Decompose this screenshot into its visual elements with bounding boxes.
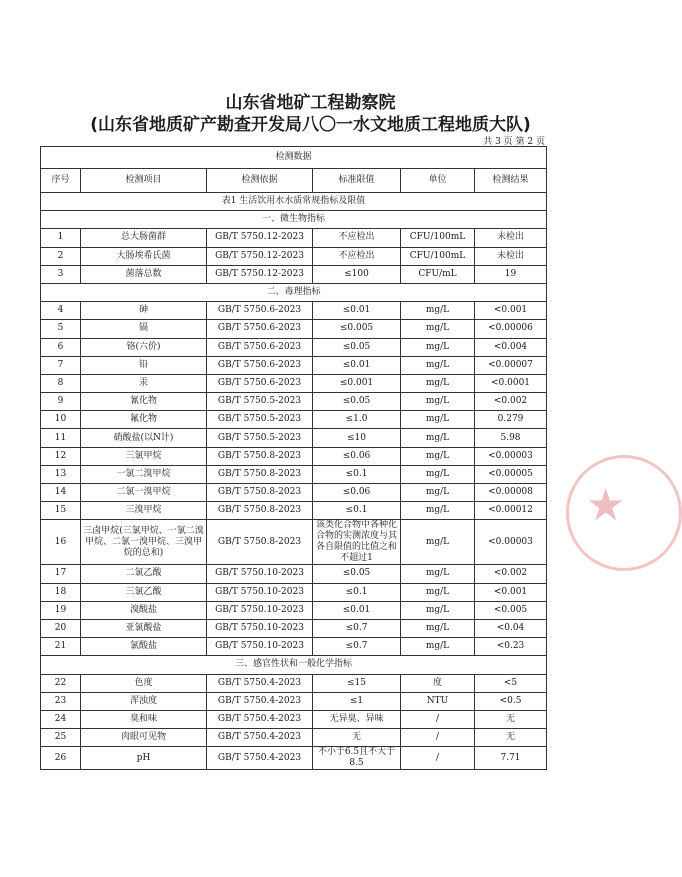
test-result: <0.00006	[475, 320, 547, 338]
table-row	[41, 429, 547, 447]
standard-limit: ≤0.05	[313, 565, 401, 583]
table-row	[41, 619, 547, 637]
section-header	[41, 211, 547, 229]
test-result: <0.00003	[475, 520, 547, 565]
test-result: <0.004	[475, 338, 547, 356]
row-number: 21	[41, 638, 81, 656]
unit: mg/L	[401, 393, 475, 411]
test-method: GB/T 5750.4-2023	[207, 674, 313, 692]
standard-limit: ≤15	[313, 674, 401, 692]
row-number: 2	[41, 247, 81, 265]
test-item: 三卤甲烷(三氯甲烷、一氯二溴甲烷、二氯一溴甲烷、三溴甲烷的总和)	[81, 520, 207, 565]
test-item: 亚氯酸盐	[81, 619, 207, 637]
test-method: GB/T 5750.5-2023	[207, 393, 313, 411]
standard-limit: ≤0.05	[313, 393, 401, 411]
standard-limit: ≤0.01	[313, 601, 401, 619]
table-title: 表1 生活饮用水水质常规指标及限值	[41, 193, 547, 211]
table-row	[41, 338, 547, 356]
test-result: 19	[475, 265, 547, 283]
table-row	[41, 356, 547, 374]
test-method: GB/T 5750.6-2023	[207, 374, 313, 392]
row-number: 24	[41, 710, 81, 728]
test-item: 铬(六价)	[81, 338, 207, 356]
table-row	[41, 502, 547, 520]
unit: mg/L	[401, 320, 475, 338]
test-method: GB/T 5750.4-2023	[207, 729, 313, 747]
standard-limit: ≤1.0	[313, 411, 401, 429]
section-title: 三、感官性状和一般化学指标	[41, 656, 547, 674]
column-header: 检测项目	[81, 169, 207, 193]
test-result: <0.5	[475, 692, 547, 710]
test-result: 未检出	[475, 229, 547, 247]
row-number: 13	[41, 465, 81, 483]
test-method: GB/T 5750.8-2023	[207, 484, 313, 502]
test-method: GB/T 5750.8-2023	[207, 465, 313, 483]
table-caption: 检测数据	[41, 147, 547, 169]
table-row	[41, 601, 547, 619]
unit: mg/L	[401, 565, 475, 583]
test-result: <0.005	[475, 601, 547, 619]
unit: NTU	[401, 692, 475, 710]
standard-limit: ≤0.06	[313, 484, 401, 502]
test-item: 二氯乙酸	[81, 565, 207, 583]
unit: mg/L	[401, 601, 475, 619]
unit: /	[401, 729, 475, 747]
table-row	[41, 374, 547, 392]
standard-limit: ≤10	[313, 429, 401, 447]
row-number: 26	[41, 747, 81, 770]
test-item: 菌落总数	[81, 265, 207, 283]
unit: CFU/100mL	[401, 229, 475, 247]
column-header: 单位	[401, 169, 475, 193]
unit: mg/L	[401, 484, 475, 502]
table-row	[41, 583, 547, 601]
row-number: 1	[41, 229, 81, 247]
unit: CFU/mL	[401, 265, 475, 283]
section-title: 二、毒理指标	[41, 283, 547, 301]
test-result: <0.00012	[475, 502, 547, 520]
test-method: GB/T 5750.4-2023	[207, 747, 313, 770]
test-method: GB/T 5750.8-2023	[207, 502, 313, 520]
standard-limit: 不小于6.5且不大于8.5	[313, 747, 401, 770]
row-number: 6	[41, 338, 81, 356]
table-row	[41, 520, 547, 565]
unit: CFU/100mL	[401, 247, 475, 265]
test-method: GB/T 5750.10-2023	[207, 565, 313, 583]
test-result: 无	[475, 729, 547, 747]
unit: mg/L	[401, 465, 475, 483]
table-row	[41, 747, 547, 770]
row-number: 12	[41, 447, 81, 465]
test-item: 三氯甲烷	[81, 447, 207, 465]
test-result: 7.71	[475, 747, 547, 770]
row-number: 7	[41, 356, 81, 374]
test-item: 镉	[81, 320, 207, 338]
test-method: GB/T 5750.10-2023	[207, 583, 313, 601]
test-result: 0.279	[475, 411, 547, 429]
test-result: <0.0001	[475, 374, 547, 392]
standard-limit: 不应检出	[313, 229, 401, 247]
row-number: 19	[41, 601, 81, 619]
test-method: GB/T 5750.5-2023	[207, 429, 313, 447]
test-method: GB/T 5750.6-2023	[207, 338, 313, 356]
test-method: GB/T 5750.10-2023	[207, 601, 313, 619]
test-method: GB/T 5750.6-2023	[207, 320, 313, 338]
test-result: <0.001	[475, 302, 547, 320]
test-item: pH	[81, 747, 207, 770]
row-number: 4	[41, 302, 81, 320]
test-item: 总大肠菌群	[81, 229, 207, 247]
unit: mg/L	[401, 429, 475, 447]
section-header	[41, 283, 547, 301]
table-row	[41, 465, 547, 483]
standard-limit: ≤0.7	[313, 619, 401, 637]
standard-limit: ≤100	[313, 265, 401, 283]
test-result: <0.00005	[475, 465, 547, 483]
row-number: 17	[41, 565, 81, 583]
test-result: <0.002	[475, 393, 547, 411]
table-row	[41, 247, 547, 265]
unit: mg/L	[401, 638, 475, 656]
institute-subtitle: (山东省地质矿产勘查开发局八〇一水文地质工程地质大队)	[90, 115, 531, 135]
test-method: GB/T 5750.12-2023	[207, 229, 313, 247]
test-item: 色度	[81, 674, 207, 692]
row-number: 23	[41, 692, 81, 710]
standard-limit: 该类化合物中各种化合物的实测浓度与其各自限值的比值之和不超过1	[313, 520, 401, 565]
row-number: 25	[41, 729, 81, 747]
table-row	[41, 565, 547, 583]
column-header: 标准限值	[313, 169, 401, 193]
table-row	[41, 265, 547, 283]
column-header: 序号	[41, 169, 81, 193]
row-number: 16	[41, 520, 81, 565]
column-header: 检测依据	[207, 169, 313, 193]
row-number: 3	[41, 265, 81, 283]
test-item: 三溴甲烷	[81, 502, 207, 520]
test-item: 肉眼可见物	[81, 729, 207, 747]
page-info: 共 3 页 第 2 页	[483, 137, 545, 147]
test-item: 氰化物	[81, 393, 207, 411]
standard-limit: ≤0.01	[313, 302, 401, 320]
standard-limit: ≤0.7	[313, 638, 401, 656]
column-header: 检测结果	[475, 169, 547, 193]
row-number: 11	[41, 429, 81, 447]
table-row	[41, 674, 547, 692]
table-row	[41, 692, 547, 710]
test-item: 氟化物	[81, 411, 207, 429]
standard-limit: ≤0.1	[313, 502, 401, 520]
row-number: 22	[41, 674, 81, 692]
table-row	[41, 393, 547, 411]
standard-limit: ≤0.1	[313, 583, 401, 601]
unit: 度	[401, 674, 475, 692]
test-result: <0.002	[475, 565, 547, 583]
test-method: GB/T 5750.12-2023	[207, 265, 313, 283]
institute-title: 山东省地矿工程勘察院	[225, 93, 396, 113]
unit: /	[401, 747, 475, 770]
row-number: 8	[41, 374, 81, 392]
standard-limit: ≤0.005	[313, 320, 401, 338]
test-item: 砷	[81, 302, 207, 320]
table-row	[41, 411, 547, 429]
test-result: <0.04	[475, 619, 547, 637]
test-method: GB/T 5750.5-2023	[207, 411, 313, 429]
row-number: 18	[41, 583, 81, 601]
table-row	[41, 729, 547, 747]
unit: mg/L	[401, 502, 475, 520]
row-number: 10	[41, 411, 81, 429]
test-result: 未检出	[475, 247, 547, 265]
standard-limit: 不应检出	[313, 247, 401, 265]
test-item: 一氯二溴甲烷	[81, 465, 207, 483]
unit: mg/L	[401, 520, 475, 565]
table-row	[41, 229, 547, 247]
unit: mg/L	[401, 338, 475, 356]
row-number: 14	[41, 484, 81, 502]
test-item: 浑浊度	[81, 692, 207, 710]
test-method: GB/T 5750.12-2023	[207, 247, 313, 265]
test-method: GB/T 5750.8-2023	[207, 447, 313, 465]
test-item: 三氯乙酸	[81, 583, 207, 601]
test-item: 汞	[81, 374, 207, 392]
table-row	[41, 710, 547, 728]
standard-limit: ≤0.1	[313, 465, 401, 483]
test-item: 二氯一溴甲烷	[81, 484, 207, 502]
table-row	[41, 320, 547, 338]
test-data-table	[40, 146, 547, 770]
standard-limit: ≤0.01	[313, 356, 401, 374]
test-result: <0.00003	[475, 447, 547, 465]
standard-limit: ≤0.05	[313, 338, 401, 356]
test-item: 铅	[81, 356, 207, 374]
row-number: 5	[41, 320, 81, 338]
unit: /	[401, 710, 475, 728]
test-result: 无	[475, 710, 547, 728]
standard-limit: 无异臭、异味	[313, 710, 401, 728]
test-method: GB/T 5750.8-2023	[207, 520, 313, 565]
test-method: GB/T 5750.6-2023	[207, 356, 313, 374]
unit: mg/L	[401, 411, 475, 429]
unit: mg/L	[401, 356, 475, 374]
standard-limit: ≤0.001	[313, 374, 401, 392]
unit: mg/L	[401, 447, 475, 465]
row-number: 20	[41, 619, 81, 637]
unit: mg/L	[401, 374, 475, 392]
test-result: <0.23	[475, 638, 547, 656]
standard-limit: 无	[313, 729, 401, 747]
table-row	[41, 638, 547, 656]
test-result: 5.98	[475, 429, 547, 447]
row-number: 9	[41, 393, 81, 411]
test-method: GB/T 5750.10-2023	[207, 638, 313, 656]
standard-limit: ≤1	[313, 692, 401, 710]
test-method: GB/T 5750.10-2023	[207, 619, 313, 637]
test-item: 臭和味	[81, 710, 207, 728]
unit: mg/L	[401, 619, 475, 637]
test-item: 溴酸盐	[81, 601, 207, 619]
section-title: 一、微生物指标	[41, 211, 547, 229]
unit: mg/L	[401, 583, 475, 601]
test-result: <0.00008	[475, 484, 547, 502]
table-row	[41, 302, 547, 320]
table-row	[41, 484, 547, 502]
test-item: 大肠埃希氏菌	[81, 247, 207, 265]
test-method: GB/T 5750.4-2023	[207, 710, 313, 728]
test-method: GB/T 5750.6-2023	[207, 302, 313, 320]
seal-star-icon: ★	[586, 480, 626, 531]
test-result: <0.001	[475, 583, 547, 601]
test-item: 硝酸盐(以N计)	[81, 429, 207, 447]
test-item: 氯酸盐	[81, 638, 207, 656]
section-header	[41, 656, 547, 674]
row-number: 15	[41, 502, 81, 520]
test-method: GB/T 5750.4-2023	[207, 692, 313, 710]
test-result: <0.00007	[475, 356, 547, 374]
unit: mg/L	[401, 302, 475, 320]
standard-limit: ≤0.06	[313, 447, 401, 465]
test-result: <5	[475, 674, 547, 692]
table-row	[41, 447, 547, 465]
